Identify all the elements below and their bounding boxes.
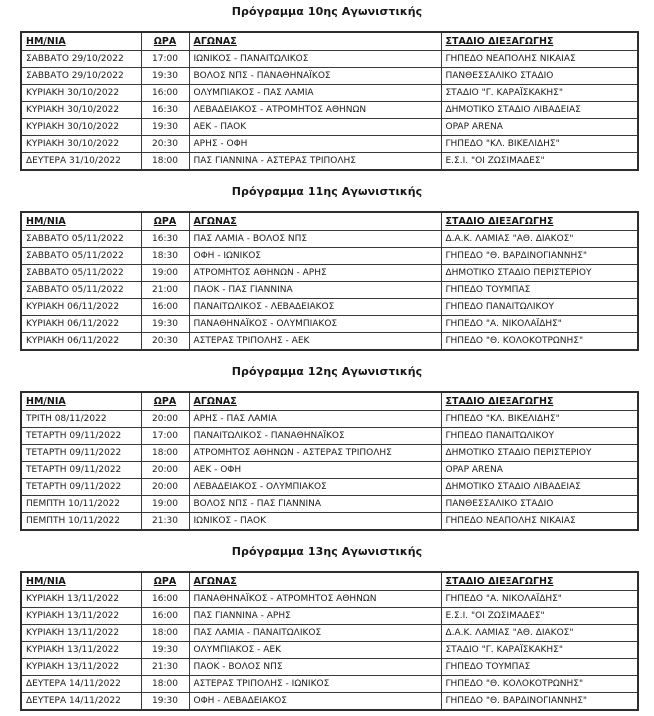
match-venue-cell: Ε.Σ.Ι. "ΟΙ ΖΩΣΙΜΑΔΕΣ" — [441, 608, 638, 625]
match-date-cell: ΤΕΤΑΡΤΗ 09/11/2022 — [21, 479, 141, 496]
column-header-match: ΑΓΩΝΑΣ — [189, 32, 441, 51]
match-fixture-cell: ΠΑΟΚ - ΠΑΣ ΓΙΑΝΝΙΝΑ — [189, 282, 441, 299]
match-date-cell: ΣΑΒΒΑΤΟ 05/11/2022 — [21, 248, 141, 265]
match-fixture-cell: ΠΑΣ ΛΑΜΙΑ - ΠΑΝΑΙΤΩΛΙΚΟΣ — [189, 625, 441, 642]
match-fixture-cell: ΠΑΝΑΙΤΩΛΙΚΟΣ - ΠΑΝΑΘΗΝΑΪΚΟΣ — [189, 428, 441, 445]
match-date-cell: ΚΥΡΙΑΚΗ 13/11/2022 — [21, 642, 141, 659]
match-fixture-cell: ΒΟΛΟΣ ΝΠΣ - ΠΑΣ ΓΙΑΝΝΙΝΑ — [189, 496, 441, 513]
match-venue-cell: ΔΗΜΟΤΙΚΟ ΣΤΑΔΙΟ ΛΙΒΑΔΕΙΑΣ — [441, 102, 638, 119]
column-header-time: ΩΡΑ — [141, 392, 189, 411]
match-fixture-cell: ΠΑΣ ΓΙΑΝΝΙΝΑ - ΑΡΗΣ — [189, 608, 441, 625]
match-date-cell: ΣΑΒΒΑΤΟ 05/11/2022 — [21, 265, 141, 282]
match-venue-cell: ΓΗΠΕΔΟ ΠΑΝΑΙΤΩΛΙΚΟΥ — [441, 299, 638, 316]
match-time-cell: 17:00 — [141, 428, 189, 445]
match-date-cell: ΤΕΤΑΡΤΗ 09/11/2022 — [21, 428, 141, 445]
table-row — [21, 428, 638, 445]
table-row — [21, 676, 638, 693]
schedule-table — [20, 211, 639, 351]
match-date-cell: ΚΥΡΙΑΚΗ 30/10/2022 — [21, 85, 141, 102]
match-time-cell: 19:00 — [141, 496, 189, 513]
match-time-cell: 17:00 — [141, 51, 189, 68]
column-header-match: ΑΓΩΝΑΣ — [189, 212, 441, 231]
matchday-section — [0, 545, 654, 711]
match-venue-cell: OPAP ARENA — [441, 462, 638, 479]
match-venue-cell: ΣΤΑΔΙΟ "Γ. ΚΑΡΑΪΣΚΑΚΗΣ" — [441, 85, 638, 102]
match-venue-cell: ΓΗΠΕΔΟ ΠΑΝΑΙΤΩΛΙΚΟΥ — [441, 428, 638, 445]
table-row — [21, 411, 638, 428]
match-time-cell: 16:30 — [141, 102, 189, 119]
match-time-cell: 18:00 — [141, 676, 189, 693]
match-date-cell: ΣΑΒΒΑΤΟ 29/10/2022 — [21, 68, 141, 85]
match-time-cell: 19:30 — [141, 693, 189, 711]
column-header-time: ΩΡΑ — [141, 212, 189, 231]
match-time-cell: 19:00 — [141, 265, 189, 282]
match-time-cell: 16:00 — [141, 591, 189, 608]
match-venue-cell: OPAP ARENA — [441, 119, 638, 136]
match-venue-cell: ΓΗΠΕΔΟ "Α. ΝΙΚΟΛΑΪΔΗΣ" — [441, 316, 638, 333]
table-row — [21, 445, 638, 462]
column-header-venue: ΣΤΑΔΙΟ ΔΙΕΞΑΓΩΓΗΣ — [441, 212, 638, 231]
table-row — [21, 591, 638, 608]
column-header-venue: ΣΤΑΔΙΟ ΔΙΕΞΑΓΩΓΗΣ — [441, 392, 638, 411]
table-row — [21, 693, 638, 711]
match-fixture-cell: ΠΑΝΑΘΗΝΑΪΚΟΣ - ΑΤΡΟΜΗΤΟΣ ΑΘΗΝΩΝ — [189, 591, 441, 608]
section-title: Πρόγραμμα 10ης Αγωνιστικής — [231, 5, 423, 18]
matchday-section — [0, 5, 654, 171]
match-time-cell: 18:00 — [141, 625, 189, 642]
schedule-table — [20, 571, 639, 711]
column-header-time: ΩΡΑ — [141, 32, 189, 51]
match-date-cell: ΚΥΡΙΑΚΗ 13/11/2022 — [21, 591, 141, 608]
match-time-cell: 21:30 — [141, 659, 189, 676]
match-date-cell: ΔΕΥΤΕΡΑ 31/10/2022 — [21, 153, 141, 171]
match-venue-cell: Δ.Α.Κ. ΛΑΜΙΑΣ "ΑΘ. ΔΙΑΚΟΣ" — [441, 625, 638, 642]
match-date-cell: ΣΑΒΒΑΤΟ 05/11/2022 — [21, 231, 141, 248]
table-body — [21, 231, 638, 351]
match-fixture-cell: ΑΡΗΣ - ΠΑΣ ΛΑΜΙΑ — [189, 411, 441, 428]
match-time-cell: 19:30 — [141, 642, 189, 659]
table-row — [21, 265, 638, 282]
match-date-cell: ΤΕΤΑΡΤΗ 09/11/2022 — [21, 445, 141, 462]
match-fixture-cell: ΙΩΝΙΚΟΣ - ΠΑΝΑΙΤΩΛΙΚΟΣ — [189, 51, 441, 68]
table-row — [21, 85, 638, 102]
match-date-cell: ΚΥΡΙΑΚΗ 13/11/2022 — [21, 608, 141, 625]
table-row — [21, 68, 638, 85]
section-title: Πρόγραμμα 13ης Αγωνιστικής — [231, 545, 423, 558]
schedule-table — [20, 391, 639, 531]
match-date-cell: ΚΥΡΙΑΚΗ 13/11/2022 — [21, 625, 141, 642]
match-fixture-cell: ΒΟΛΟΣ ΝΠΣ - ΠΑΝΑΘΗΝΑΪΚΟΣ — [189, 68, 441, 85]
match-date-cell: ΤΕΤΑΡΤΗ 09/11/2022 — [21, 462, 141, 479]
match-venue-cell: ΔΗΜΟΤΙΚΟ ΣΤΑΔΙΟ ΠΕΡΙΣΤΕΡΙΟΥ — [441, 265, 638, 282]
column-header-time: ΩΡΑ — [141, 572, 189, 591]
match-venue-cell: ΓΗΠΕΔΟ "Θ. ΚΟΛΟΚΟΤΡΩΝΗΣ" — [441, 676, 638, 693]
match-time-cell: 21:30 — [141, 513, 189, 531]
match-time-cell: 20:00 — [141, 462, 189, 479]
table-row — [21, 282, 638, 299]
match-date-cell: ΣΑΒΒΑΤΟ 29/10/2022 — [21, 51, 141, 68]
match-venue-cell: Ε.Σ.Ι. "ΟΙ ΖΩΣΙΜΑΔΕΣ" — [441, 153, 638, 171]
match-time-cell: 20:30 — [141, 333, 189, 351]
match-venue-cell: ΠΑΝΘΕΣΣΑΛΙΚΟ ΣΤΑΔΙΟ — [441, 68, 638, 85]
table-row — [21, 462, 638, 479]
matchday-section — [0, 185, 654, 351]
match-fixture-cell: ΠΑΝΑΘΗΝΑΪΚΟΣ - ΟΛΥΜΠΙΑΚΟΣ — [189, 316, 441, 333]
schedule-table — [20, 31, 639, 171]
match-time-cell: 19:30 — [141, 119, 189, 136]
match-date-cell: ΚΥΡΙΑΚΗ 30/10/2022 — [21, 136, 141, 153]
match-time-cell: 16:00 — [141, 608, 189, 625]
match-fixture-cell: ΟΛΥΜΠΙΑΚΟΣ - ΠΑΣ ΛΑΜΙΑ — [189, 85, 441, 102]
table-row — [21, 608, 638, 625]
table-row — [21, 333, 638, 351]
table-body — [21, 51, 638, 171]
match-date-cell: ΚΥΡΙΑΚΗ 13/11/2022 — [21, 659, 141, 676]
match-date-cell: ΚΥΡΙΑΚΗ 30/10/2022 — [21, 102, 141, 119]
match-fixture-cell: ΠΑΣ ΛΑΜΙΑ - ΒΟΛΟΣ ΝΠΣ — [189, 231, 441, 248]
match-fixture-cell: ΑΣΤΕΡΑΣ ΤΡΙΠΟΛΗΣ - ΑΕΚ — [189, 333, 441, 351]
table-body — [21, 411, 638, 531]
table-row — [21, 513, 638, 531]
table-row — [21, 496, 638, 513]
match-time-cell: 20:00 — [141, 479, 189, 496]
match-venue-cell: ΠΑΝΘΕΣΣΑΛΙΚΟ ΣΤΑΔΙΟ — [441, 496, 638, 513]
match-date-cell: ΠΕΜΠΤΗ 10/11/2022 — [21, 496, 141, 513]
match-fixture-cell: ΑΣΤΕΡΑΣ ΤΡΙΠΟΛΗΣ - ΙΩΝΙΚΟΣ — [189, 676, 441, 693]
match-time-cell: 16:00 — [141, 299, 189, 316]
match-fixture-cell: ΛΕΒΑΔΕΙΑΚΟΣ - ΟΛΥΜΠΙΑΚΟΣ — [189, 479, 441, 496]
table-row — [21, 136, 638, 153]
column-header-venue: ΣΤΑΔΙΟ ΔΙΕΞΑΓΩΓΗΣ — [441, 572, 638, 591]
match-venue-cell: ΔΗΜΟΤΙΚΟ ΣΤΑΔΙΟ ΠΕΡΙΣΤΕΡΙΟΥ — [441, 445, 638, 462]
match-date-cell: ΚΥΡΙΑΚΗ 06/11/2022 — [21, 333, 141, 351]
match-fixture-cell: ΟΛΥΜΠΙΑΚΟΣ - ΑΕΚ — [189, 642, 441, 659]
match-time-cell: 19:30 — [141, 316, 189, 333]
match-venue-cell: ΓΗΠΕΔΟ ΤΟΥΜΠΑΣ — [441, 659, 638, 676]
match-time-cell: 18:00 — [141, 153, 189, 171]
match-fixture-cell: ΑΕΚ - ΠΑΟΚ — [189, 119, 441, 136]
match-fixture-cell: ΠΑΟΚ - ΒΟΛΟΣ ΝΠΣ — [189, 659, 441, 676]
match-venue-cell: ΓΗΠΕΔΟ "Θ. ΒΑΡΔΙΝΟΓΙΑΝΝΗΣ" — [441, 248, 638, 265]
table-row — [21, 479, 638, 496]
match-date-cell: ΚΥΡΙΑΚΗ 06/11/2022 — [21, 316, 141, 333]
table-header-row — [21, 392, 638, 411]
table-row — [21, 102, 638, 119]
column-header-venue: ΣΤΑΔΙΟ ΔΙΕΞΑΓΩΓΗΣ — [441, 32, 638, 51]
match-venue-cell: Δ.Α.Κ. ΛΑΜΙΑΣ "ΑΘ. ΔΙΑΚΟΣ" — [441, 231, 638, 248]
match-date-cell: ΤΡΙΤΗ 08/11/2022 — [21, 411, 141, 428]
table-header-row — [21, 212, 638, 231]
match-venue-cell: ΓΗΠΕΔΟ "ΚΛ. ΒΙΚΕΛΙΔΗΣ" — [441, 411, 638, 428]
match-fixture-cell: ΑΤΡΟΜΗΤΟΣ ΑΘΗΝΩΝ - ΑΡΗΣ — [189, 265, 441, 282]
match-venue-cell: ΓΗΠΕΔΟ ΝΕΑΠΟΛΗΣ ΝΙΚΑΙΑΣ — [441, 51, 638, 68]
match-fixture-cell: ΑΕΚ - ΟΦΗ — [189, 462, 441, 479]
match-time-cell: 21:00 — [141, 282, 189, 299]
match-date-cell: ΚΥΡΙΑΚΗ 06/11/2022 — [21, 299, 141, 316]
matchday-section — [0, 365, 654, 531]
match-time-cell: 20:30 — [141, 136, 189, 153]
table-row — [21, 625, 638, 642]
column-header-date: ΗΜ/ΝΙΑ — [21, 572, 141, 591]
match-date-cell: ΠΕΜΠΤΗ 10/11/2022 — [21, 513, 141, 531]
column-header-date: ΗΜ/ΝΙΑ — [21, 212, 141, 231]
section-title: Πρόγραμμα 11ης Αγωνιστικής — [231, 185, 423, 198]
match-fixture-cell: ΑΤΡΟΜΗΤΟΣ ΑΘΗΝΩΝ - ΑΣΤΕΡΑΣ ΤΡΙΠΟΛΗΣ — [189, 445, 441, 462]
match-fixture-cell: ΛΕΒΑΔΕΙΑΚΟΣ - ΑΤΡΟΜΗΤΟΣ ΑΘΗΝΩΝ — [189, 102, 441, 119]
match-fixture-cell: ΙΩΝΙΚΟΣ - ΠΑΟΚ — [189, 513, 441, 531]
table-row — [21, 248, 638, 265]
match-date-cell: ΔΕΥΤΕΡΑ 14/11/2022 — [21, 676, 141, 693]
match-time-cell: 20:00 — [141, 411, 189, 428]
match-time-cell: 16:30 — [141, 231, 189, 248]
column-header-match: ΑΓΩΝΑΣ — [189, 572, 441, 591]
match-venue-cell: ΓΗΠΕΔΟ ΤΟΥΜΠΑΣ — [441, 282, 638, 299]
table-header-row — [21, 32, 638, 51]
match-time-cell: 18:00 — [141, 445, 189, 462]
match-venue-cell: ΔΗΜΟΤΙΚΟ ΣΤΑΔΙΟ ΛΙΒΑΔΕΙΑΣ — [441, 479, 638, 496]
table-body — [21, 591, 638, 711]
match-date-cell: ΣΑΒΒΑΤΟ 05/11/2022 — [21, 282, 141, 299]
match-venue-cell: ΣΤΑΔΙΟ "Γ. ΚΑΡΑΪΣΚΑΚΗΣ" — [441, 642, 638, 659]
match-time-cell: 16:00 — [141, 85, 189, 102]
match-fixture-cell: ΑΡΗΣ - ΟΦΗ — [189, 136, 441, 153]
table-row — [21, 51, 638, 68]
table-header-row — [21, 572, 638, 591]
table-row — [21, 642, 638, 659]
match-time-cell: 18:30 — [141, 248, 189, 265]
table-row — [21, 299, 638, 316]
table-row — [21, 316, 638, 333]
table-row — [21, 153, 638, 171]
match-date-cell: ΚΥΡΙΑΚΗ 30/10/2022 — [21, 119, 141, 136]
table-row — [21, 231, 638, 248]
match-fixture-cell: ΠΑΝΑΙΤΩΛΙΚΟΣ - ΛΕΒΑΔΕΙΑΚΟΣ — [189, 299, 441, 316]
match-venue-cell: ΓΗΠΕΔΟ "ΚΛ. ΒΙΚΕΛΙΔΗΣ" — [441, 136, 638, 153]
match-fixture-cell: ΟΦΗ - ΛΕΒΑΔΕΙΑΚΟΣ — [189, 693, 441, 711]
column-header-date: ΗΜ/ΝΙΑ — [21, 392, 141, 411]
match-date-cell: ΔΕΥΤΕΡΑ 14/11/2022 — [21, 693, 141, 711]
table-row — [21, 119, 638, 136]
match-venue-cell: ΓΗΠΕΔΟ "Θ. ΚΟΛΟΚΟΤΡΩΝΗΣ" — [441, 333, 638, 351]
column-header-date: ΗΜ/ΝΙΑ — [21, 32, 141, 51]
match-fixture-cell: ΠΑΣ ΓΙΑΝΝΙΝΑ - ΑΣΤΕΡΑΣ ΤΡΙΠΟΛΗΣ — [189, 153, 441, 171]
match-venue-cell: ΓΗΠΕΔΟ "Θ. ΒΑΡΔΙΝΟΓΙΑΝΝΗΣ" — [441, 693, 638, 711]
match-venue-cell: ΓΗΠΕΔΟ "Α. ΝΙΚΟΛΑΪΔΗΣ" — [441, 591, 638, 608]
match-fixture-cell: ΟΦΗ - ΙΩΝΙΚΟΣ — [189, 248, 441, 265]
match-venue-cell: ΓΗΠΕΔΟ ΝΕΑΠΟΛΗΣ ΝΙΚΑΙΑΣ — [441, 513, 638, 531]
match-time-cell: 19:30 — [141, 68, 189, 85]
section-title: Πρόγραμμα 12ης Αγωνιστικής — [231, 365, 423, 378]
column-header-match: ΑΓΩΝΑΣ — [189, 392, 441, 411]
table-row — [21, 659, 638, 676]
